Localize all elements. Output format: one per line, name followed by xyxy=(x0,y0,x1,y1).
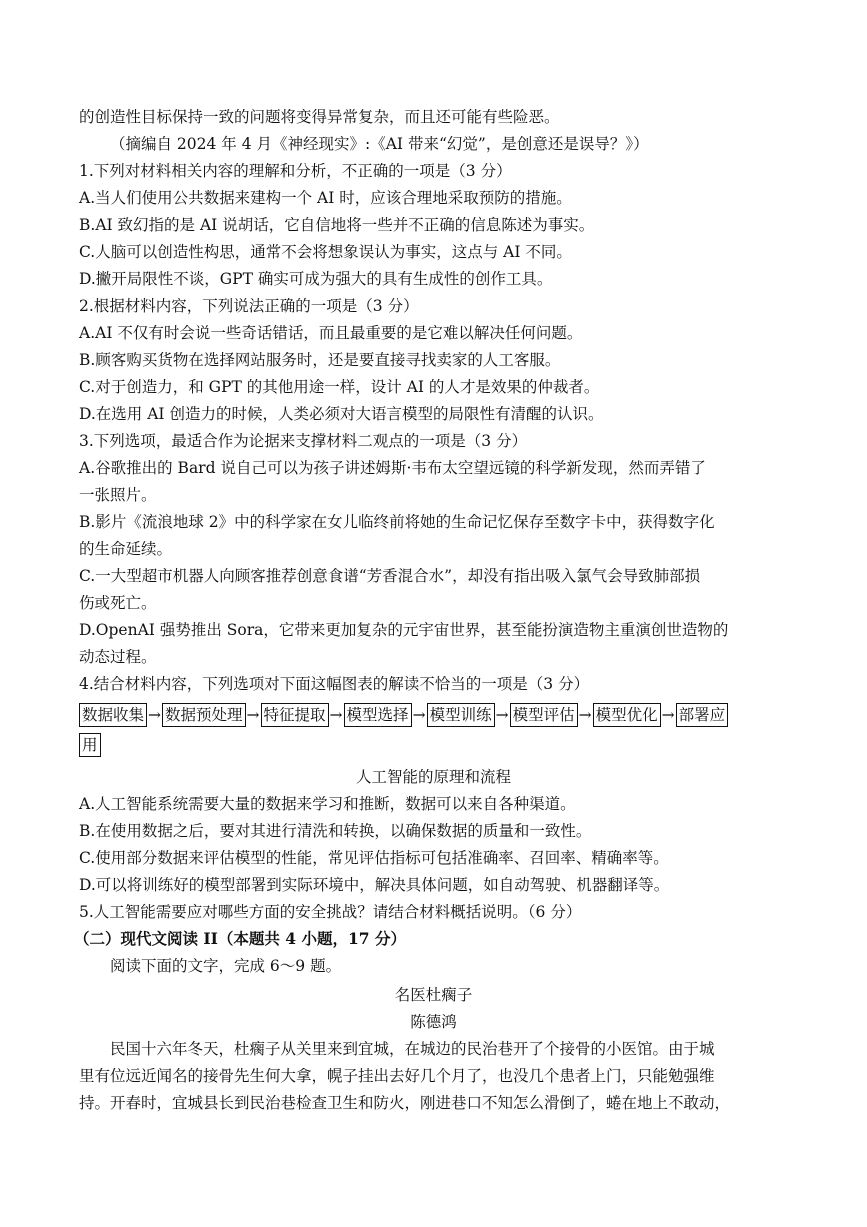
instruction: 阅读下面的文字，完成 6～9 题。 xyxy=(110,957,342,975)
option-4c: C.使用部分数据来评估模型的性能，常见评估指标可包括准确率、召回率、精确率等。 xyxy=(79,849,669,867)
story-paragraph-line: 持。开春时，宜城县长到民治巷检查卫生和防火，刚进巷口不知怎么滑倒了，蜷在地上不敢动， xyxy=(79,1094,731,1112)
option-3d-cont: 动态过程。 xyxy=(79,648,157,666)
question-2: 2.根据材料内容，下列说法正确的一项是（3 分） xyxy=(79,297,419,315)
text-line: 的创造性目标保持一致的问题将变得异常复杂，而且还可能有些险恶。 xyxy=(79,108,560,126)
option-1c: C.人脑可以创造性构思，通常不会将想象误认为事实，这点与 AI 不同。 xyxy=(79,243,572,261)
option-1a: A.当人们使用公共数据来建构一个 AI 时，应该合理地采取预防的措施。 xyxy=(79,189,572,207)
option-2b: B.顾客购买货物在选择网站服务时，还是要直接寻找卖家的人工客服。 xyxy=(79,351,561,369)
flow-step: 模型优化 xyxy=(593,703,661,727)
option-3b: B.影片《流浪地球 2》中的科学家在女儿临终前将她的生命记忆保存至数字卡中，获得数字化 xyxy=(79,513,715,531)
section-heading: （二）现代文阅读 II（本题共 4 小题，17 分） xyxy=(74,929,406,948)
arrow-icon: → xyxy=(246,706,260,724)
story-paragraph-line: 里有位远近闻名的接骨先生何大拿，幌子挂出去好几个月了，也没几个患者上门，只能勉强维 xyxy=(79,1067,715,1085)
arrow-icon: → xyxy=(578,706,592,724)
citation-line: （摘编自 2024 年 4 月《神经现实》:《AI 带来“幻觉”，是创意还是误导？》） xyxy=(110,135,649,153)
option-3a: A.谷歌推出的 Bard 说自己可以为孩子讲述姆斯·韦布太空望远镜的科学新发现，然而弄错了 xyxy=(79,459,706,477)
option-3d: D.OpenAI 强势推出 Sora，它带来更加复杂的元宇宙世界，甚至能扮演造物主重演创世造物的 xyxy=(79,621,729,639)
story-paragraph-line: 民国十六年冬天，杜瘸子从关里来到宜城，在城边的民治巷开了个接骨的小医馆。由于城 xyxy=(110,1040,715,1058)
option-1b: B.AI 致幻指的是 AI 说胡话，它自信地将一些并不正确的信息陈述为事实。 xyxy=(79,216,595,234)
story-title: 名医杜瘸子 xyxy=(394,986,473,1004)
flow-step: 模型训练 xyxy=(427,703,495,727)
option-2d: D.在选用 AI 创造力的时候，人类必须对大语言模型的局限性有清醒的认识。 xyxy=(79,405,604,423)
arrow-icon: → xyxy=(495,706,509,724)
question-1: 1.下列对材料相关内容的理解和分析，不正确的一项是（3 分） xyxy=(79,162,512,180)
flow-step: 数据收集 xyxy=(79,703,147,727)
option-4d: D.可以将训练好的模型部署到实际环境中，解决具体问题，如自动驾驶、机器翻译等。 xyxy=(79,876,670,894)
option-2c: C.对于创造力，和 GPT 的其他用途一样，设计 AI 的人才是效果的仲裁者。 xyxy=(79,378,600,396)
arrow-icon: → xyxy=(329,706,343,724)
flow-step: 部署应 xyxy=(676,703,729,727)
option-4a: A.人工智能系统需要大量的数据来学习和推断，数据可以来自各种渠道。 xyxy=(79,795,576,813)
option-1d: D.撇开局限性不谈，GPT 确实可成为强大的具有生成性的创作工具。 xyxy=(79,270,553,288)
option-3c-cont: 伤或死亡。 xyxy=(79,594,157,612)
arrow-icon: → xyxy=(412,706,426,724)
arrow-icon: → xyxy=(661,706,675,724)
option-3a-cont: 一张照片。 xyxy=(79,486,157,504)
flowchart xyxy=(79,703,791,729)
question-4: 4.结合材料内容，下列选项对下面这幅图表的解读不恰当的一项是（3 分） xyxy=(79,675,590,693)
option-3b-cont: 的生命延续。 xyxy=(79,540,173,558)
flow-step: 特征提取 xyxy=(261,703,329,727)
question-3: 3.下列选项，最适合作为论据来支撑材料二观点的一项是（3 分） xyxy=(79,432,528,450)
option-2a: A.AI 不仅有时会说一些奇话错话，而且最重要的是它难以解决任何问题。 xyxy=(79,324,583,342)
flowchart-caption: 人工智能的原理和流程 xyxy=(355,768,511,786)
flow-step-tail: 用 xyxy=(79,733,101,757)
option-4b: B.在使用数据之后，要对其进行清洗和转换，以确保数据的质量和一致性。 xyxy=(79,822,592,840)
flow-step: 模型评估 xyxy=(510,703,578,727)
arrow-icon: → xyxy=(148,706,162,724)
option-3c: C.一大型超市机器人向顾客推荐创意食谱“芳香混合水”，却没有指出吸入氯气会导致肺部损 xyxy=(79,567,701,585)
flow-step: 模型选择 xyxy=(344,703,412,727)
story-author: 陈德鸿 xyxy=(410,1013,457,1031)
question-5: 5.人工智能需要应对哪些方面的安全挑战？请结合材料概括说明。（6 分） xyxy=(79,903,582,921)
flow-step: 数据预处理 xyxy=(162,703,246,727)
